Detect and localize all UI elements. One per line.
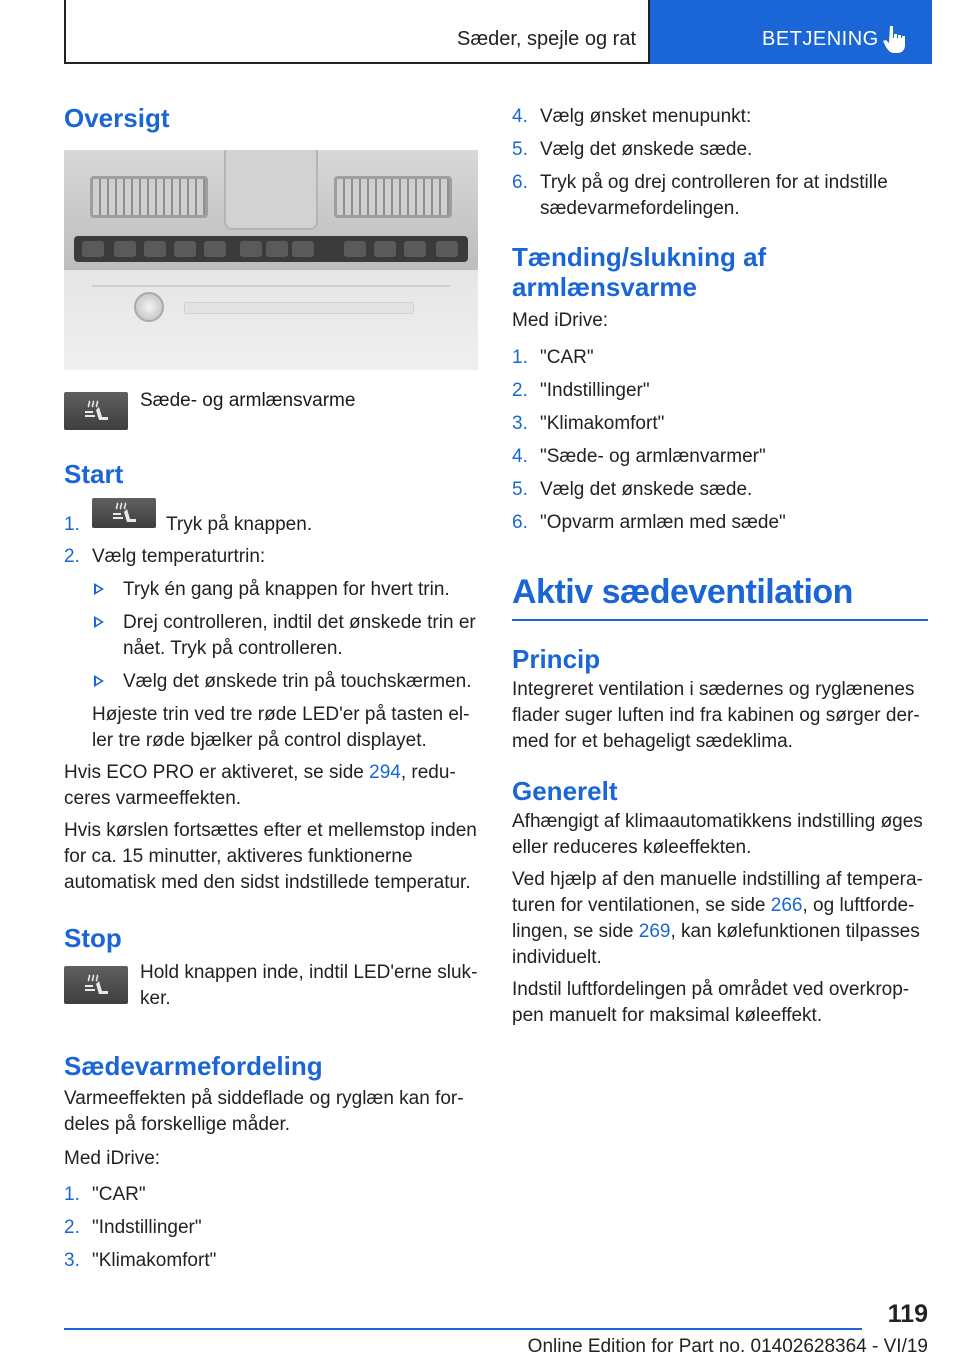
eco-pro-note xyxy=(64,760,478,812)
list-item xyxy=(512,510,928,536)
seat-heating-icon xyxy=(81,397,111,425)
step-number: 1. xyxy=(512,347,528,368)
chapter-tab xyxy=(650,0,932,64)
eco-text-end: , reduceres varmeeffekten. xyxy=(64,761,456,809)
page-number: 119 xyxy=(887,1300,928,1328)
list-item xyxy=(512,170,928,222)
list-item xyxy=(512,378,928,404)
seat-heating-button-image xyxy=(64,966,128,1004)
distribution-steps xyxy=(64,1182,478,1274)
right-column xyxy=(512,104,928,1029)
auto-button-right xyxy=(344,241,366,257)
center-display xyxy=(224,150,318,230)
seat-heat-button-right xyxy=(436,241,458,257)
step-text: Tryk på knappen. xyxy=(166,513,313,535)
list-item xyxy=(64,498,478,538)
start-heading: Start xyxy=(64,458,124,489)
step-text: "CAR" xyxy=(92,1183,146,1205)
step-number: 2. xyxy=(64,545,80,567)
step-number: 4. xyxy=(512,106,528,127)
stop-heading: Stop xyxy=(64,922,122,953)
step-text: Vælg ønsket menupunkt: xyxy=(540,106,752,127)
menu-ac-button xyxy=(266,241,288,257)
distribution-heading: Sædevarmefordeling xyxy=(64,1050,323,1081)
step-text: Vælg det ønskede sæde. xyxy=(540,479,753,500)
seat-heating-icon xyxy=(81,971,111,999)
list-item xyxy=(64,1182,478,1208)
stop-text: Hold knappen inde, indtil LED'erne slukker. xyxy=(140,961,478,1009)
step-text: "Klimakomfort" xyxy=(540,413,665,434)
list-item xyxy=(64,1215,478,1241)
step-number: 6. xyxy=(512,512,528,533)
idrive-label: Med iDrive: xyxy=(512,310,609,331)
max-ac-button xyxy=(114,241,136,257)
fan-off-button xyxy=(240,241,262,257)
list-item xyxy=(92,669,478,695)
triangle-bullet-icon xyxy=(94,583,104,595)
general-text-2 xyxy=(512,867,928,971)
general-text-3: Indstil luftfordelingen på området ved overkroppen manuelt for maksimal køleeffekt. xyxy=(512,978,910,1026)
armrest-steps xyxy=(512,345,928,536)
step-text: "Klimakomfort" xyxy=(92,1249,217,1271)
media-button-bar xyxy=(184,302,414,314)
list-item xyxy=(512,137,928,163)
principle-heading: Princip xyxy=(512,643,601,674)
fan-up-button xyxy=(292,241,314,257)
armrest-heading: Tænding/slukning af armlænsvarme xyxy=(512,242,767,302)
step-number: 2. xyxy=(512,380,528,401)
option-text: Tryk én gang på knappen for hvert trin. xyxy=(123,578,450,600)
option-text: Vælg det ønskede trin på touchskærmen. xyxy=(123,670,472,692)
figure-caption: Sæde- og armlænsvarme xyxy=(140,389,356,411)
stop-row xyxy=(64,960,478,1012)
seat-heating-button-image xyxy=(64,392,128,430)
seat-heating-button-image xyxy=(92,498,156,528)
principle-text: Integreret ventilation i sædernes og ryglænenes flader suger luften ind fra kabinen og sørger dermed for et behageligt sædeklima. xyxy=(512,678,920,752)
general-text-1: Afhængigt af klimaautomatikkens indstilling øges eller reduceres køleeffekten. xyxy=(512,810,923,858)
ventilation-heading: Aktiv sædeventilation xyxy=(512,573,853,611)
step-text: Vælg det ønskede sæde. xyxy=(540,139,753,160)
triangle-bullet-icon xyxy=(94,616,104,628)
step-number: 2. xyxy=(64,1216,80,1238)
step-number: 1. xyxy=(64,513,80,535)
list-item xyxy=(64,544,478,570)
edition-text: Online Edition for Part no. 01402628364 - VI/19 xyxy=(527,1336,928,1357)
step-text: "Sæde- og armlænvarmer" xyxy=(540,446,766,467)
highest-level-note: Højeste trin ved tre røde LED'er på tasten eller tre røde bjælker på control displayet. xyxy=(92,703,470,751)
distribution-text: Varmeeffekten på siddeflade og ryglæn kan fordeles på forskellige måder. xyxy=(64,1087,464,1135)
volume-knob xyxy=(134,292,164,322)
recirculation-button xyxy=(374,241,396,257)
step-text: "Indstillinger" xyxy=(540,380,650,401)
fan-button xyxy=(174,241,196,257)
step-number: 5. xyxy=(512,479,528,500)
step-number: 4. xyxy=(512,446,528,467)
auto-button-left xyxy=(204,241,226,257)
triangle-bullet-icon xyxy=(94,675,104,687)
list-item xyxy=(92,610,478,662)
windshield-button xyxy=(404,241,426,257)
list-item xyxy=(512,477,928,503)
step-text: Vælg temperaturtrin: xyxy=(92,545,266,567)
list-item xyxy=(512,104,928,130)
step-number: 5. xyxy=(512,139,528,160)
general-text-end: , kan kølefunktionen tilpasses individuelt. xyxy=(512,920,920,968)
step-text: "Opvarm armlæn med sæde" xyxy=(540,512,786,533)
seat-heat-button-left xyxy=(82,241,104,257)
page-link-294[interactable]: 294 xyxy=(369,761,401,783)
climate-panel-photo xyxy=(64,150,478,370)
list-item xyxy=(92,577,478,603)
list-item xyxy=(512,411,928,437)
idrive-label: Med iDrive: xyxy=(64,1147,161,1169)
page-link-269[interactable]: 269 xyxy=(638,920,671,942)
restart-note: Hvis kørslen fortsættes efter et mellemstop inden for ca. 15 minutter, aktiveres funktionerne automatisk med den sidst indstillede temperatur. xyxy=(64,819,477,893)
step-number: 6. xyxy=(512,172,528,193)
left-column xyxy=(64,96,478,1274)
footer-rule xyxy=(64,1328,862,1330)
oversigt-heading: Oversigt xyxy=(64,103,170,133)
list-item xyxy=(512,444,928,470)
page-link-266[interactable]: 266 xyxy=(770,894,803,916)
option-text: Drej controlleren, indtil det ønskede trin er nået. Tryk på controlleren. xyxy=(123,611,476,659)
general-heading: Generelt xyxy=(512,775,618,806)
page-header xyxy=(64,0,932,66)
caption-row xyxy=(64,389,478,430)
general-text-start: Ved hjælp af den manuelle indstilling af temperaturen for ventilationen, se side xyxy=(512,868,923,916)
rear-defrost-button xyxy=(144,241,166,257)
section-tab xyxy=(64,0,650,64)
temperature-options xyxy=(92,577,478,695)
chapter-title: BETJENING xyxy=(762,28,879,50)
list-item xyxy=(512,345,928,371)
step-number: 3. xyxy=(512,413,528,434)
seat-heating-icon xyxy=(109,499,139,527)
section-title: Sæder, spejle og rat xyxy=(457,28,636,50)
general-text-mid: , og luftfordelingen, se side xyxy=(512,894,915,942)
climate-button-strip xyxy=(74,236,468,262)
step-number: 3. xyxy=(64,1249,80,1271)
pointing-hand-icon xyxy=(882,24,908,54)
distribution-steps-continued xyxy=(512,104,928,222)
step-text: Tryk på og drej controlleren for at indstille sædevarmefordelingen. xyxy=(540,172,888,219)
start-steps xyxy=(64,498,478,570)
step-text: "Indstillinger" xyxy=(92,1216,202,1238)
right-air-vent xyxy=(334,176,452,218)
eco-text-start: Hvis ECO PRO er aktiveret, se side xyxy=(64,761,370,783)
step-text: "CAR" xyxy=(540,347,594,368)
left-air-vent xyxy=(90,176,208,218)
step-number: 1. xyxy=(64,1183,80,1205)
heading-rule xyxy=(512,619,928,621)
list-item xyxy=(64,1248,478,1274)
